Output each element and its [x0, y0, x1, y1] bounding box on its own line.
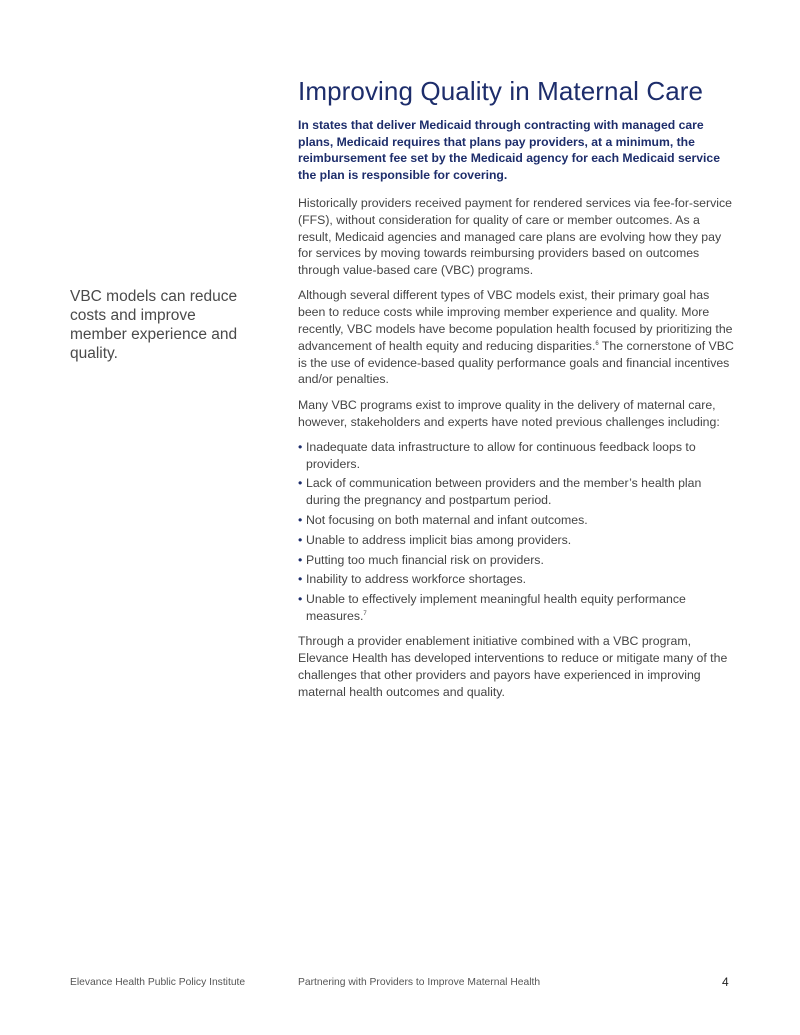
footnote-ref-7[interactable]: 7 — [363, 611, 367, 618]
list-item-text: Putting too much financial risk on providers. — [306, 552, 544, 567]
page-title: Improving Quality in Maternal Care — [298, 76, 704, 106]
list-item — [298, 591, 734, 625]
sidebar-pull-quote: VBC models can reduce costs and improve member experience and quality. — [70, 288, 238, 362]
page-number: 4 — [722, 975, 729, 989]
list-item — [298, 475, 734, 509]
list-item — [298, 552, 734, 569]
list-item — [298, 512, 734, 529]
list-item-text: Not focusing on both maternal and infant outcomes. — [306, 513, 588, 528]
lead-paragraph: In states that deliver Medicaid through contracting with managed care plans, Medicaid requires that plans pay providers, at a minimum, the reimbursement fee set by the Medicaid agency for each Medicaid service the plan is responsible for covering. — [298, 118, 720, 182]
list-item-text: Inadequate data infrastructure to allow for continuous feedback loops to providers. — [306, 439, 696, 471]
list-item — [298, 571, 734, 588]
list-item-text: Inability to address workforce shortages. — [306, 572, 527, 587]
list-item-text: Unable to effectively implement meaningful health equity performance measures. — [306, 592, 686, 624]
paragraph-vbc-models-text-cont: The cornerstone of VBC is the use of evidence-based quality performance goals and financial incentives and/or penalties. — [298, 338, 734, 387]
paragraph-vbc-models — [298, 287, 734, 388]
list-item — [298, 439, 734, 473]
list-item — [298, 532, 734, 549]
paragraph-provider-enablement: Through a provider enablement initiative combined with a VBC program, Elevance Health has developed interventions to reduce or mitigate many of the challenges that other providers and payors have experienced in improving maternal health outcomes and quality. — [298, 634, 728, 699]
body-text — [298, 195, 734, 709]
footnote-ref-6[interactable]: 6 — [595, 340, 599, 347]
footer-publisher: Elevance Health Public Policy Institute — [70, 977, 246, 988]
list-item-text: Unable to address implicit bias among providers. — [306, 532, 572, 547]
list-item-text: Lack of communication between providers and the member’s health plan during the pregnancy and postpartum period. — [306, 476, 702, 508]
paragraph-historical-payment: Historically providers received payment for rendered services via fee-for-service (FFS), without consideration for quality of care or member outcomes. As a result, Medicaid agencies and managed care plans are evolving how they pay for services by moving towards reimbursing providers based on outcomes through value-based care (VBC) programs. — [298, 196, 732, 278]
footer-document-title: Partnering with Providers to Improve Maternal Health — [298, 977, 541, 988]
paragraph-vbc-models-text: Although several different types of VBC models exist, their primary goal has been to reduce costs while improving member experience and quality. More recently, VBC models have become population health focused by prioritizing the advancement of health equity and reducing disparities. — [298, 288, 733, 353]
paragraph-challenges-intro: Many VBC programs exist to improve quality in the delivery of maternal care, however, stakeholders and experts have noted previous challenges including: — [298, 397, 720, 429]
challenges-list — [298, 439, 734, 625]
